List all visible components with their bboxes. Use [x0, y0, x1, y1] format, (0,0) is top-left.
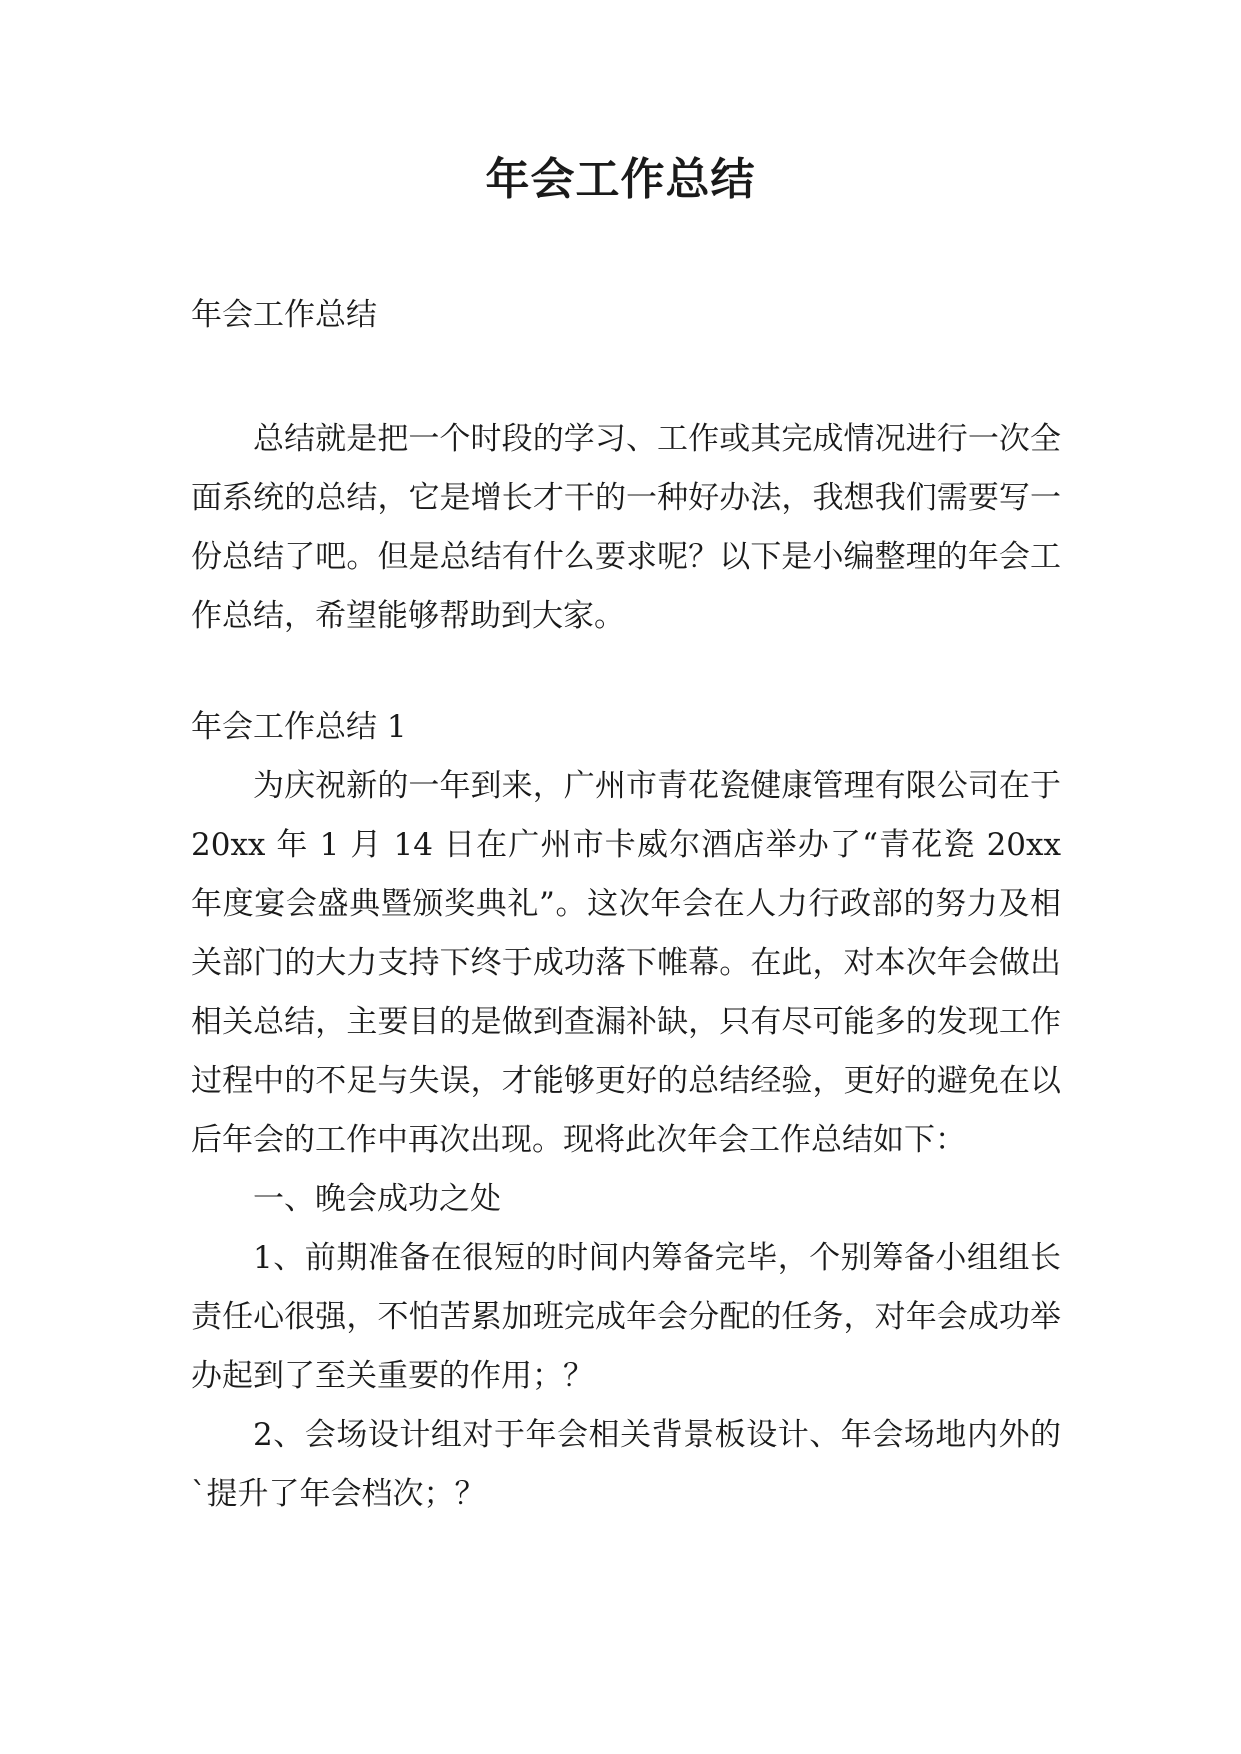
section-paragraph: 为庆祝新的一年到来，广州市青花瓷健康管理有限公司在于 20xx 年 1 月 14 日在广州市卡威尔酒店举办了“青花瓷 20xx 年度宴会盛典暨颁奖典礼”。这次年会在人力行政部的努力及相关部门的大力支持下终于成功落下帷幕。在此，对本次年会做出相关总结，主要目的是做到查漏补缺，只有尽可能多的发现工作过程中的不足与失误，才能够更好的总结经验，更好的避免在以后年会的工作中再次出现。现将此次年会工作总结如下：: [191, 768, 1061, 1158]
section-subheading: 一、晚会成功之处: [253, 1181, 501, 1217]
intro-section: [191, 410, 1061, 646]
list-item-1: 1、前期准备在很短的时间内筹备完毕，个别筹备小组组长责任心很强，不怕苦累加班完成年会分配的任务，对年会成功举办起到了至关重要的作用；？: [191, 1240, 1061, 1394]
intro-paragraph: 总结就是把一个时段的学习、工作或其完成情况进行一次全面系统的总结，它是增长才干的一种好办法，我想我们需要写一份总结了吧。但是总结有什么要求呢？以下是小编整理的年会工作总结，希望能够帮助到大家。: [191, 421, 1061, 634]
section-1: [191, 698, 1061, 1524]
section-heading: 年会工作总结 1: [191, 709, 407, 745]
list-item-2: 2、会场设计组对于年会相关背景板设计、年会场地内外的`提升了年会档次；？: [191, 1417, 1061, 1512]
document-subtitle: [191, 286, 1061, 345]
subtitle-text: 年会工作总结: [191, 297, 377, 333]
document-title: 年会工作总结: [485, 154, 756, 205]
